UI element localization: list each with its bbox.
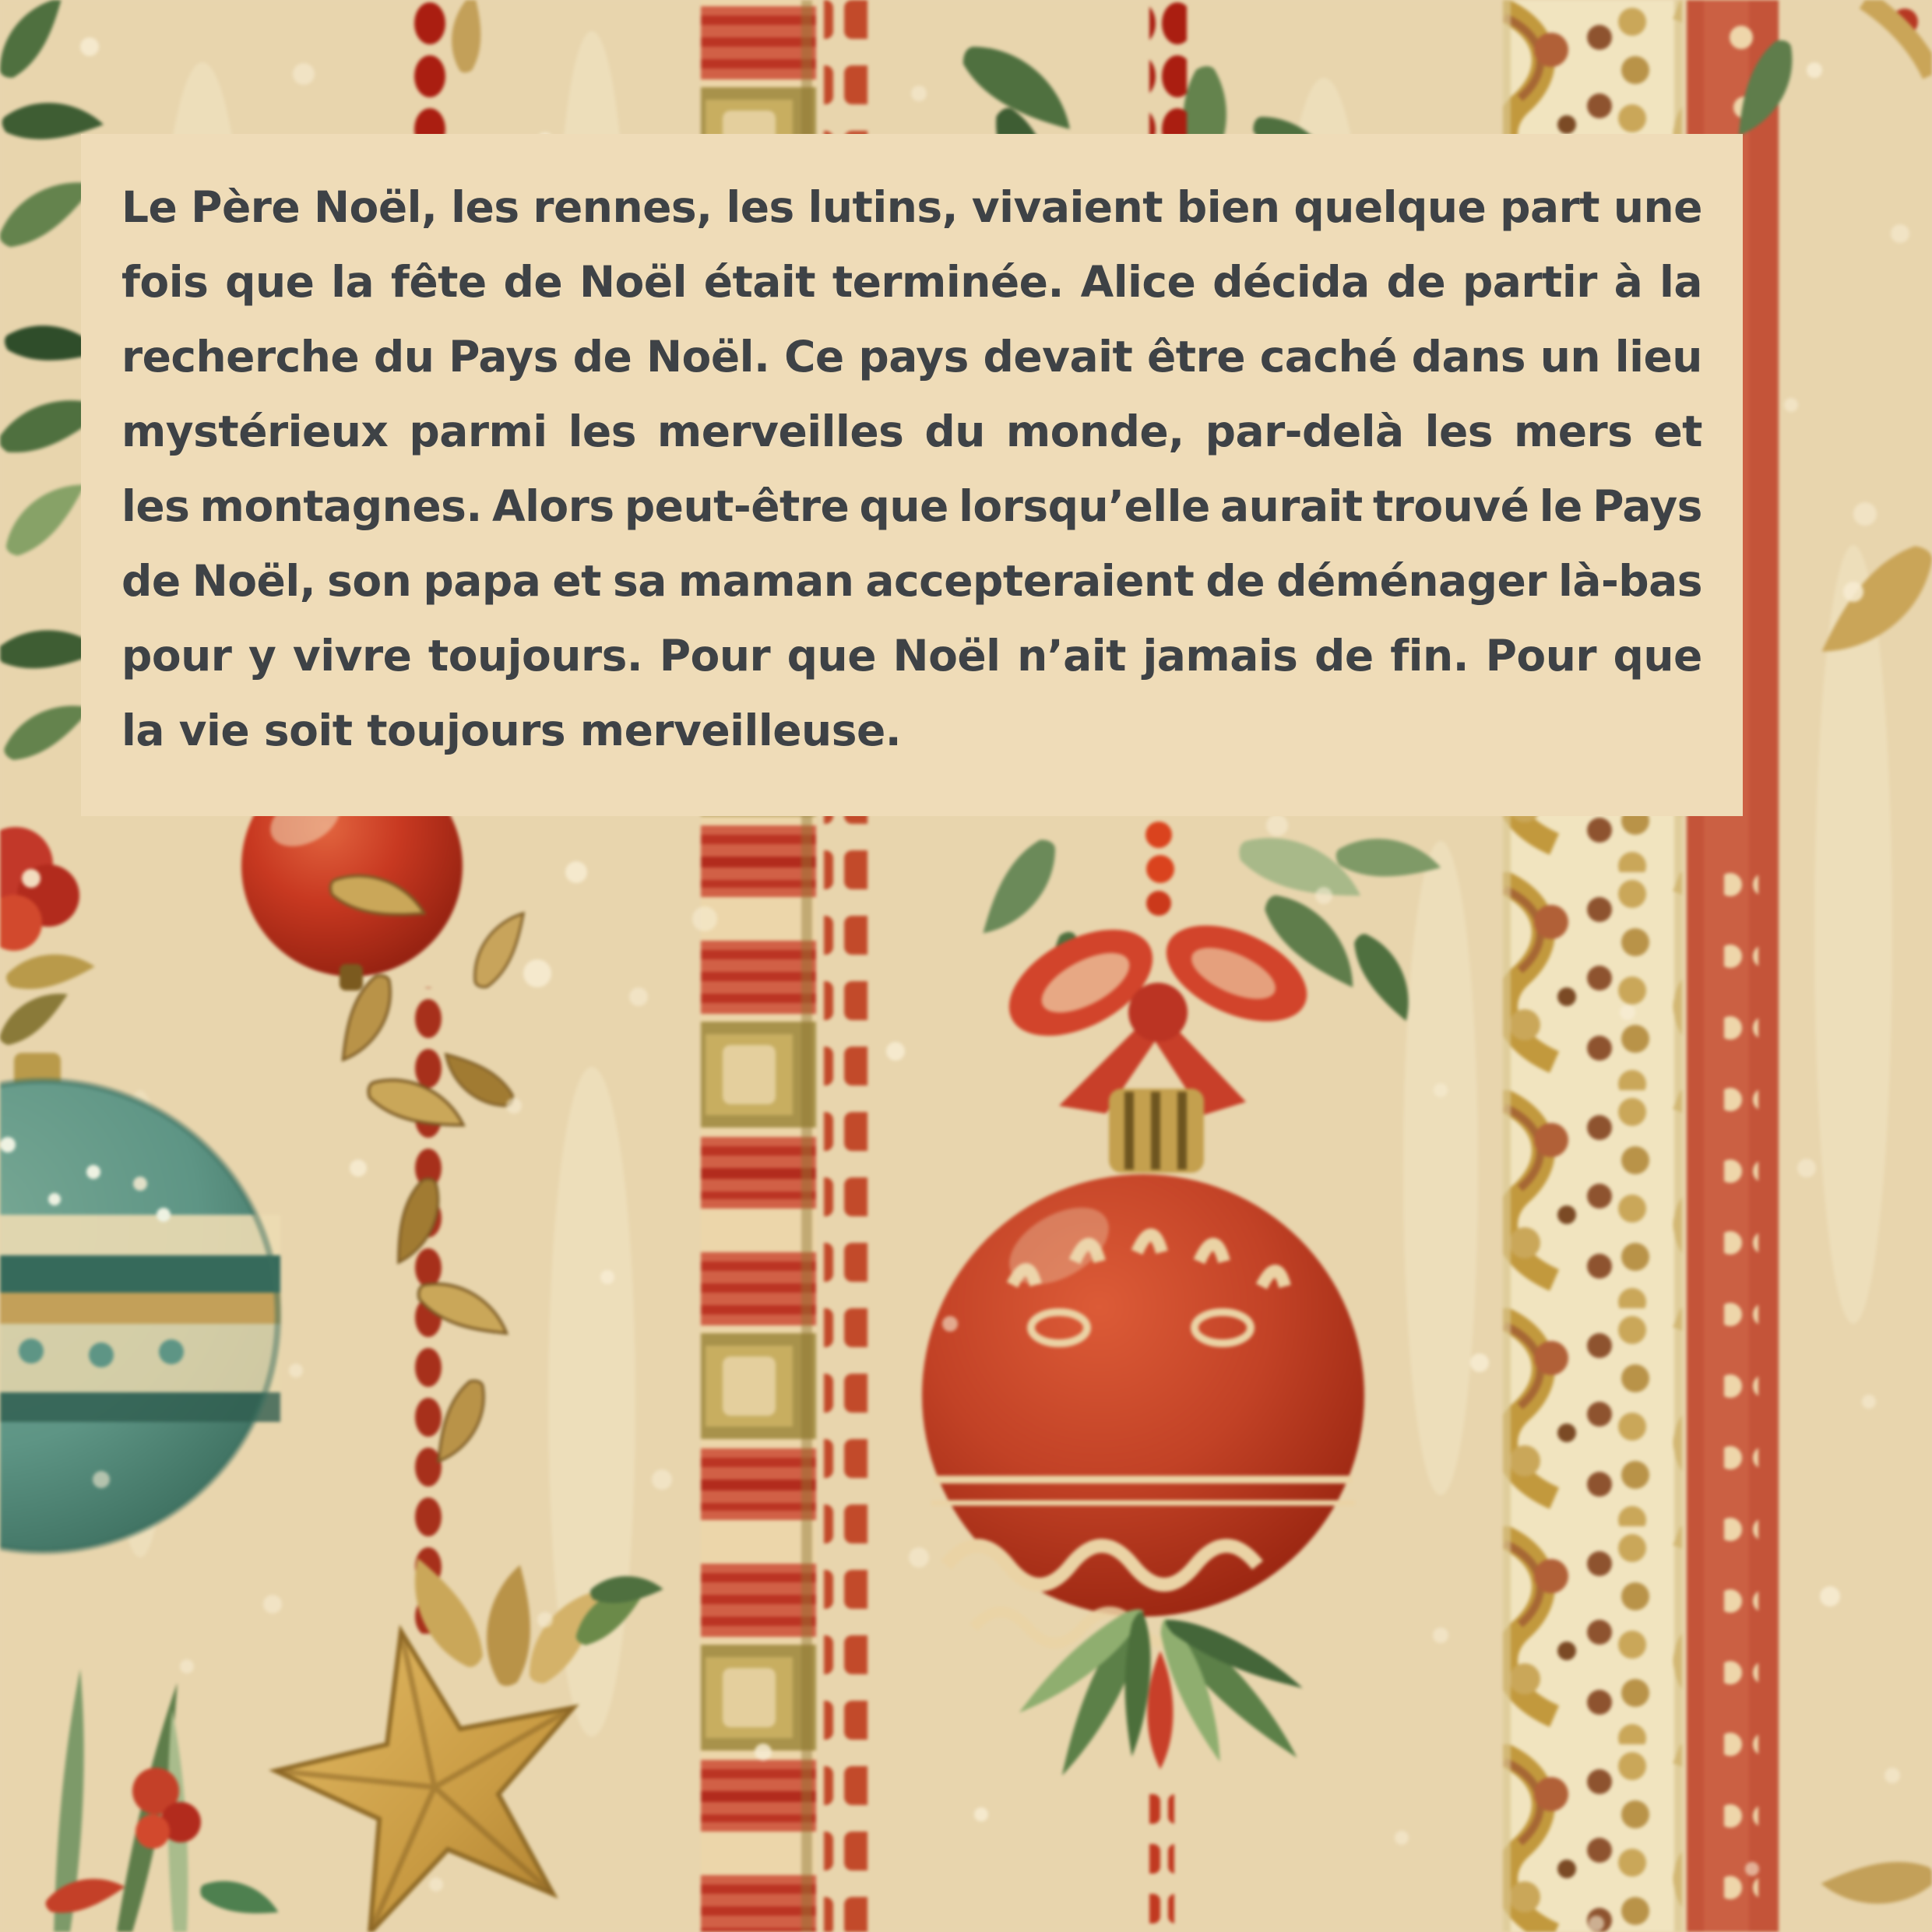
story-line: recherche du Pays de Noël. Ce pays devait être caché dans un lieu	[121, 332, 1702, 382]
story-line: pour y vivre toujours. Pour que Noël n’ait jamais de fin. Pour que	[121, 631, 1702, 681]
story-line: Le Père Noël, les rennes, les lutins, vivaient bien quelque part une	[121, 182, 1702, 232]
story-line: fois que la fête de Noël était terminée. Alice décida de partir à la	[121, 257, 1702, 307]
story-line: de Noël, son papa et sa maman accepteraient de déménager là-bas	[121, 556, 1702, 606]
story-line: la vie soit toujours merveilleuse.	[121, 706, 902, 755]
story-line: mystérieux parmi les merveilles du monde, par-delà les mers et	[121, 406, 1702, 456]
story-text-panel	[81, 134, 1743, 816]
story-line: les montagnes. Alors peut-être que lorsqu’elle aurait trouvé le Pays	[121, 481, 1702, 531]
bright-bead-chain	[1145, 822, 1174, 916]
bauble-cap-icon	[1109, 1089, 1204, 1173]
